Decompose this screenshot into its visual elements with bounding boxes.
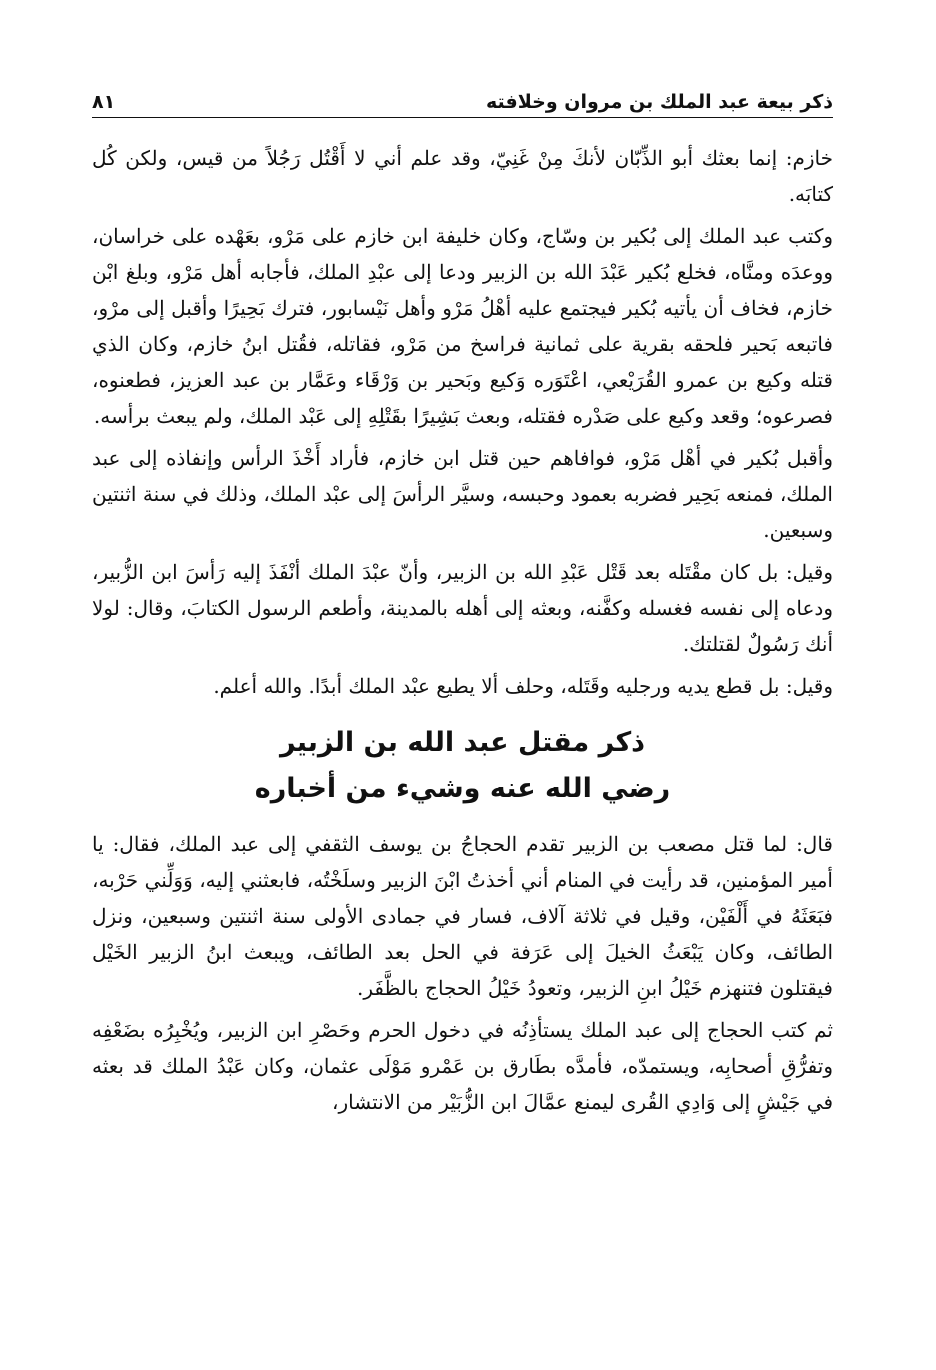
page-number: ٨١ [92,91,116,113]
running-title: ذكر بيعة عبد الملك بن مروان وخلافته [486,91,833,113]
paragraph: خازم: إنما بعثك أبو الذِّبّان لأنكَ مِنْ غَنِيّ، وقد علم أني لا أَقْتُل رَجُلاً من قيس، ولكن كُل كتابَه. [92,146,833,206]
paragraph: وكتب عبد الملك إلى بُكير بن وسّاج، وكان خليفة ابن خازم على مَرْو، بعَهْده على خراسان، ووعدَه ومنَّاه، فخلع بُكير عَبْدَ الله بن الزبير ودعا إلى عبْدِ الملك، فأجابه أهل مَرْو، وبلغ ابْن خازم، فخاف أن يأتيه بُكير فيجتمع عليه أهْلُ مَرْو وأهل نَيْسابور، فترك بَحِيرًا وأقبل إلى مرْو، فاتبعه بَحير فلحقه بقرية على ثمانية فراسخ من مَرْو، فقاتله، فقُتل ابنُ خازم، وكان الذي قتله وكيع بن عمرو القُرَيْعي، اعْتَوَره وَكيع وبَحير بن وَرْقَاء وعَمَّار بن عبد العزيز، فطعنوه، فصرعوه؛ وقعد وكيع على صَدْره فقتله، وبعث بَشِيرًا بقَتْلِهِ إلى عَبْد الملك، ولم يبعث برأسه. [92,224,834,428]
section-heading [92,720,833,812]
paragraph: وقيل: بل قطع يديه ورجليه وقَتَله، وحلف ألا يطيع عبْد الملك أبدًا. والله أعلم. [213,674,833,698]
paragraph: قال: لما قتل مصعب بن الزبير تقدم الحجاجُ بن يوسف الثقفي إلى عبد الملك، فقال: يا أمير المؤمنين، قد رأيت في المنام أني أخذتُ ابْنَ الزبير وسلَخْتُه، فابعثني إليه، وَوَلِّني حَرْبه، فبَعَثَهُ في أَلْفَيْن، وقيل في ثلاثة آلاف، فسار في جمادى الأولى سنة اثنتين وسبعين، ونزل الطائف، وكان يَبْعَثُ الخيلَ إلى عَرَفة في الحل بعد الطائف، ويبعث ابنُ الزبير الخَيْل فيقتلون فتنهزم خَيْلُ ابنِ الزبير، وتعودُ خَيْلُ الحجاج بالظَّفَر. [92,832,833,1000]
section-heading-line: رضي الله عنه وشيء من أخباره [254,773,671,804]
page-body [92,140,833,1126]
paragraph: وقيل: بل كان مقْتَله بعد قَتْل عَبْدِ الله بن الزبير، وأنّ عبْدَ الملك أنْفَذَ إليه رَأسَ ابن الزُّبير، ودعاه إلى نفسه فغسله وكفَّنه، وبعثه إلى أهله بالمدينة، وأطعم الرسول الكتابَ، وقال: لولا أنك رَسُولٌ لقتلتك. [92,560,833,656]
running-header [92,84,833,118]
paragraph: ثم كتب الحجاج إلى عبد الملك يستأذِنُه في دخول الحرم وحَصْرِ ابن الزبير، ويُخْبِرُه بضَعْفِه وتفرُّقِ أصحابِه، ويستمدّه، فأمدَّه بطَارق بن عَمْرو مَوْلَى عثمان، وكان عَبْدُ الملك قد بعثه في جَيْشٍ إلى وَادِي القُرى ليمنع عمَّالَ ابن الزُّبَيْر من الانتشار، [92,1018,833,1114]
paragraph: وأقبل بُكير في أهْل مَرْو، فوافاهم حين قتل ابن خازم، فأراد أَخْذَ الرأس وإنفاذه إلى عبد الملك، فمنعه بَحِير فضربه بعمود وحبسه، وسيَّر الرأسَ إلى عبْد الملك، وذلك في سنة اثنتين وسبعين. [92,446,833,542]
section-heading-line: ذكر مقتل عبد الله بن الزبير [279,727,646,758]
